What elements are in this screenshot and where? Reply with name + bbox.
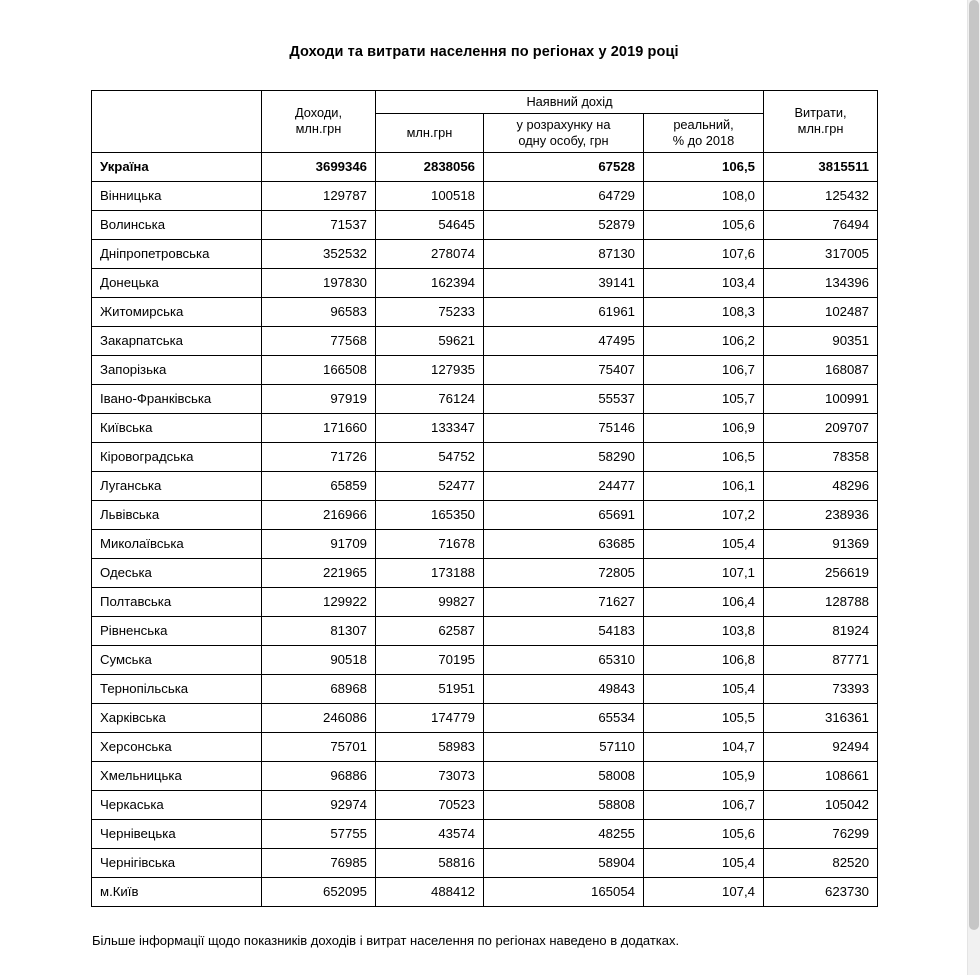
- cell-region: Луганська: [92, 471, 262, 500]
- cell-disposable-mln: 52477: [376, 471, 484, 500]
- cell-income: 96583: [262, 297, 376, 326]
- cell-disposable-mln: 70195: [376, 645, 484, 674]
- scrollbar-thumb[interactable]: [969, 0, 979, 930]
- cell-disposable-real: 107,2: [644, 500, 764, 529]
- cell-income: 91709: [262, 529, 376, 558]
- cell-disposable-per-capita: 58290: [484, 442, 644, 471]
- cell-disposable-real: 106,1: [644, 471, 764, 500]
- cell-region: Полтавська: [92, 587, 262, 616]
- cell-expenses: 623730: [764, 877, 878, 906]
- cell-disposable-per-capita: 71627: [484, 587, 644, 616]
- cell-disposable-mln: 174779: [376, 703, 484, 732]
- cell-region: Житомирська: [92, 297, 262, 326]
- cell-region: Чернівецька: [92, 819, 262, 848]
- header-per-capita-line1: у розрахунку на: [516, 116, 611, 132]
- cell-disposable-mln: 54645: [376, 210, 484, 239]
- cell-expenses: 91369: [764, 529, 878, 558]
- cell-expenses: 73393: [764, 674, 878, 703]
- cell-income: 90518: [262, 645, 376, 674]
- cell-disposable-per-capita: 65310: [484, 645, 644, 674]
- cell-income: 129922: [262, 587, 376, 616]
- cell-expenses: 256619: [764, 558, 878, 587]
- cell-expenses: 92494: [764, 732, 878, 761]
- cell-disposable-real: 103,8: [644, 616, 764, 645]
- header-row-top: [92, 91, 878, 114]
- table-row: [92, 297, 878, 326]
- cell-disposable-real: 105,6: [644, 819, 764, 848]
- cell-income: 3699346: [262, 152, 376, 181]
- cell-disposable-per-capita: 58904: [484, 848, 644, 877]
- cell-expenses: 168087: [764, 355, 878, 384]
- table-row: [92, 471, 878, 500]
- cell-disposable-per-capita: 58808: [484, 790, 644, 819]
- cell-disposable-mln: 58816: [376, 848, 484, 877]
- table-row: [92, 732, 878, 761]
- cell-expenses: 82520: [764, 848, 878, 877]
- header-income: [262, 91, 376, 153]
- cell-disposable-per-capita: 24477: [484, 471, 644, 500]
- table-row: [92, 210, 878, 239]
- cell-disposable-per-capita: 55537: [484, 384, 644, 413]
- cell-expenses: 90351: [764, 326, 878, 355]
- cell-expenses: 81924: [764, 616, 878, 645]
- cell-income: 97919: [262, 384, 376, 413]
- cell-disposable-per-capita: 63685: [484, 529, 644, 558]
- table-row: [92, 848, 878, 877]
- cell-disposable-mln: 173188: [376, 558, 484, 587]
- cell-expenses: 48296: [764, 471, 878, 500]
- table-row: [92, 268, 878, 297]
- table-row: [92, 558, 878, 587]
- page-scrollbar[interactable]: [967, 0, 980, 975]
- table-row: [92, 587, 878, 616]
- header-real-line2: % до 2018: [672, 132, 735, 148]
- cell-expenses: 76299: [764, 819, 878, 848]
- cell-disposable-per-capita: 72805: [484, 558, 644, 587]
- cell-income: 652095: [262, 877, 376, 906]
- cell-region: Чернігівська: [92, 848, 262, 877]
- cell-region: Тернопільська: [92, 674, 262, 703]
- cell-region: Хмельницька: [92, 761, 262, 790]
- cell-disposable-real: 105,9: [644, 761, 764, 790]
- header-disposable-group: Наявний дохід: [376, 91, 764, 114]
- cell-expenses: 316361: [764, 703, 878, 732]
- cell-region: Донецька: [92, 268, 262, 297]
- cell-disposable-real: 103,4: [644, 268, 764, 297]
- cell-disposable-mln: 58983: [376, 732, 484, 761]
- table-row: [92, 819, 878, 848]
- cell-disposable-per-capita: 61961: [484, 297, 644, 326]
- header-expenses-line1: Витрати,: [794, 105, 847, 121]
- cell-income: 75701: [262, 732, 376, 761]
- cell-income: 352532: [262, 239, 376, 268]
- cell-region: Черкаська: [92, 790, 262, 819]
- cell-disposable-mln: 162394: [376, 268, 484, 297]
- cell-disposable-per-capita: 165054: [484, 877, 644, 906]
- cell-income: 171660: [262, 413, 376, 442]
- cell-disposable-mln: 165350: [376, 500, 484, 529]
- table-row: [92, 877, 878, 906]
- table-row: [92, 500, 878, 529]
- cell-disposable-per-capita: 49843: [484, 674, 644, 703]
- table-row: [92, 239, 878, 268]
- header-expenses-line2: млн.грн: [797, 121, 844, 137]
- cell-disposable-real: 105,4: [644, 674, 764, 703]
- cell-disposable-per-capita: 67528: [484, 152, 644, 181]
- cell-disposable-per-capita: 48255: [484, 819, 644, 848]
- cell-disposable-mln: 43574: [376, 819, 484, 848]
- cell-income: 57755: [262, 819, 376, 848]
- cell-disposable-real: 107,1: [644, 558, 764, 587]
- cell-disposable-real: 104,7: [644, 732, 764, 761]
- cell-disposable-mln: 54752: [376, 442, 484, 471]
- cell-region: Миколаївська: [92, 529, 262, 558]
- cell-disposable-mln: 75233: [376, 297, 484, 326]
- cell-disposable-per-capita: 75407: [484, 355, 644, 384]
- cell-disposable-mln: 488412: [376, 877, 484, 906]
- cell-income: 96886: [262, 761, 376, 790]
- table-row: [92, 384, 878, 413]
- footnote-text: Більше інформації щодо показників доходів і витрат населення по регіонах наведено в додатках.: [92, 932, 680, 948]
- cell-disposable-mln: 99827: [376, 587, 484, 616]
- cell-income: 246086: [262, 703, 376, 732]
- cell-disposable-real: 105,4: [644, 848, 764, 877]
- table-row: [92, 790, 878, 819]
- cell-disposable-real: 108,0: [644, 181, 764, 210]
- table-row: [92, 529, 878, 558]
- table-row: [92, 703, 878, 732]
- cell-expenses: 3815511: [764, 152, 878, 181]
- cell-disposable-real: 106,5: [644, 152, 764, 181]
- cell-expenses: 102487: [764, 297, 878, 326]
- cell-disposable-real: 108,3: [644, 297, 764, 326]
- table-row: [92, 645, 878, 674]
- cell-region: Кіровоградська: [92, 442, 262, 471]
- cell-income: 76985: [262, 848, 376, 877]
- cell-disposable-per-capita: 52879: [484, 210, 644, 239]
- cell-expenses: 78358: [764, 442, 878, 471]
- cell-region: Рівненська: [92, 616, 262, 645]
- table-row: [92, 413, 878, 442]
- cell-disposable-real: 105,6: [644, 210, 764, 239]
- cell-disposable-mln: 59621: [376, 326, 484, 355]
- table-row: [92, 761, 878, 790]
- table-row: [92, 674, 878, 703]
- cell-region: Івано-Франківська: [92, 384, 262, 413]
- cell-disposable-mln: 133347: [376, 413, 484, 442]
- cell-expenses: 238936: [764, 500, 878, 529]
- cell-income: 216966: [262, 500, 376, 529]
- header-disposable-mln: млн.грн: [376, 113, 484, 152]
- cell-disposable-mln: 2838056: [376, 152, 484, 181]
- cell-disposable-mln: 100518: [376, 181, 484, 210]
- cell-disposable-real: 105,4: [644, 529, 764, 558]
- table-row: [92, 355, 878, 384]
- cell-region: Київська: [92, 413, 262, 442]
- header-income-line1: Доходи,: [294, 105, 343, 121]
- cell-disposable-per-capita: 65691: [484, 500, 644, 529]
- cell-disposable-per-capita: 65534: [484, 703, 644, 732]
- table-head: [92, 91, 878, 153]
- cell-region: м.Київ: [92, 877, 262, 906]
- cell-expenses: 134396: [764, 268, 878, 297]
- cell-disposable-per-capita: 47495: [484, 326, 644, 355]
- cell-income: 81307: [262, 616, 376, 645]
- cell-income: 166508: [262, 355, 376, 384]
- cell-income: 129787: [262, 181, 376, 210]
- cell-region: Сумська: [92, 645, 262, 674]
- cell-expenses: 317005: [764, 239, 878, 268]
- cell-disposable-mln: 73073: [376, 761, 484, 790]
- page-title: Доходи та витрати населення по регіонах у 2019 році: [289, 44, 679, 60]
- cell-disposable-mln: 76124: [376, 384, 484, 413]
- cell-disposable-per-capita: 57110: [484, 732, 644, 761]
- cell-income: 71537: [262, 210, 376, 239]
- table-row: [92, 326, 878, 355]
- cell-income: 92974: [262, 790, 376, 819]
- cell-region: Україна: [92, 152, 262, 181]
- cell-region: Закарпатська: [92, 326, 262, 355]
- header-disposable-per-capita: [484, 113, 644, 152]
- table-row: [92, 442, 878, 471]
- cell-region: Волинська: [92, 210, 262, 239]
- cell-expenses: 125432: [764, 181, 878, 210]
- cell-income: 197830: [262, 268, 376, 297]
- cell-income: 221965: [262, 558, 376, 587]
- cell-expenses: 105042: [764, 790, 878, 819]
- cell-disposable-real: 106,4: [644, 587, 764, 616]
- cell-income: 71726: [262, 442, 376, 471]
- cell-expenses: 100991: [764, 384, 878, 413]
- cell-disposable-mln: 62587: [376, 616, 484, 645]
- header-real-line1: реальний,: [673, 116, 734, 132]
- header-region-blank: [92, 91, 262, 153]
- cell-disposable-real: 106,8: [644, 645, 764, 674]
- cell-region: Одеська: [92, 558, 262, 587]
- cell-disposable-per-capita: 39141: [484, 268, 644, 297]
- cell-disposable-mln: 71678: [376, 529, 484, 558]
- cell-disposable-mln: 127935: [376, 355, 484, 384]
- header-per-capita-line2: одну особу, грн: [518, 132, 609, 148]
- table-row-total: [92, 152, 878, 181]
- table-body: [92, 152, 878, 906]
- cell-disposable-real: 105,5: [644, 703, 764, 732]
- header-expenses: [764, 91, 878, 153]
- cell-region: Дніпропетровська: [92, 239, 262, 268]
- cell-expenses: 87771: [764, 645, 878, 674]
- cell-region: Запорізька: [92, 355, 262, 384]
- header-disposable-real: [644, 113, 764, 152]
- report-table-container: [91, 90, 877, 907]
- cell-disposable-mln: 70523: [376, 790, 484, 819]
- cell-disposable-real: 106,7: [644, 355, 764, 384]
- cell-region: Херсонська: [92, 732, 262, 761]
- cell-disposable-per-capita: 87130: [484, 239, 644, 268]
- cell-disposable-per-capita: 64729: [484, 181, 644, 210]
- cell-disposable-real: 106,7: [644, 790, 764, 819]
- cell-expenses: 209707: [764, 413, 878, 442]
- cell-expenses: 108661: [764, 761, 878, 790]
- cell-expenses: 76494: [764, 210, 878, 239]
- table-row: [92, 616, 878, 645]
- cell-disposable-real: 107,4: [644, 877, 764, 906]
- cell-income: 65859: [262, 471, 376, 500]
- cell-disposable-mln: 278074: [376, 239, 484, 268]
- cell-region: Львівська: [92, 500, 262, 529]
- cell-expenses: 128788: [764, 587, 878, 616]
- cell-disposable-real: 105,7: [644, 384, 764, 413]
- cell-disposable-per-capita: 75146: [484, 413, 644, 442]
- cell-disposable-real: 106,9: [644, 413, 764, 442]
- cell-region: Харківська: [92, 703, 262, 732]
- cell-disposable-real: 107,6: [644, 239, 764, 268]
- cell-region: Вінницька: [92, 181, 262, 210]
- cell-disposable-per-capita: 54183: [484, 616, 644, 645]
- cell-income: 77568: [262, 326, 376, 355]
- cell-disposable-real: 106,5: [644, 442, 764, 471]
- cell-disposable-per-capita: 58008: [484, 761, 644, 790]
- header-income-line2: млн.грн: [295, 121, 342, 137]
- income-expenses-table: [91, 90, 878, 907]
- table-row: [92, 181, 878, 210]
- cell-income: 68968: [262, 674, 376, 703]
- cell-disposable-mln: 51951: [376, 674, 484, 703]
- cell-disposable-real: 106,2: [644, 326, 764, 355]
